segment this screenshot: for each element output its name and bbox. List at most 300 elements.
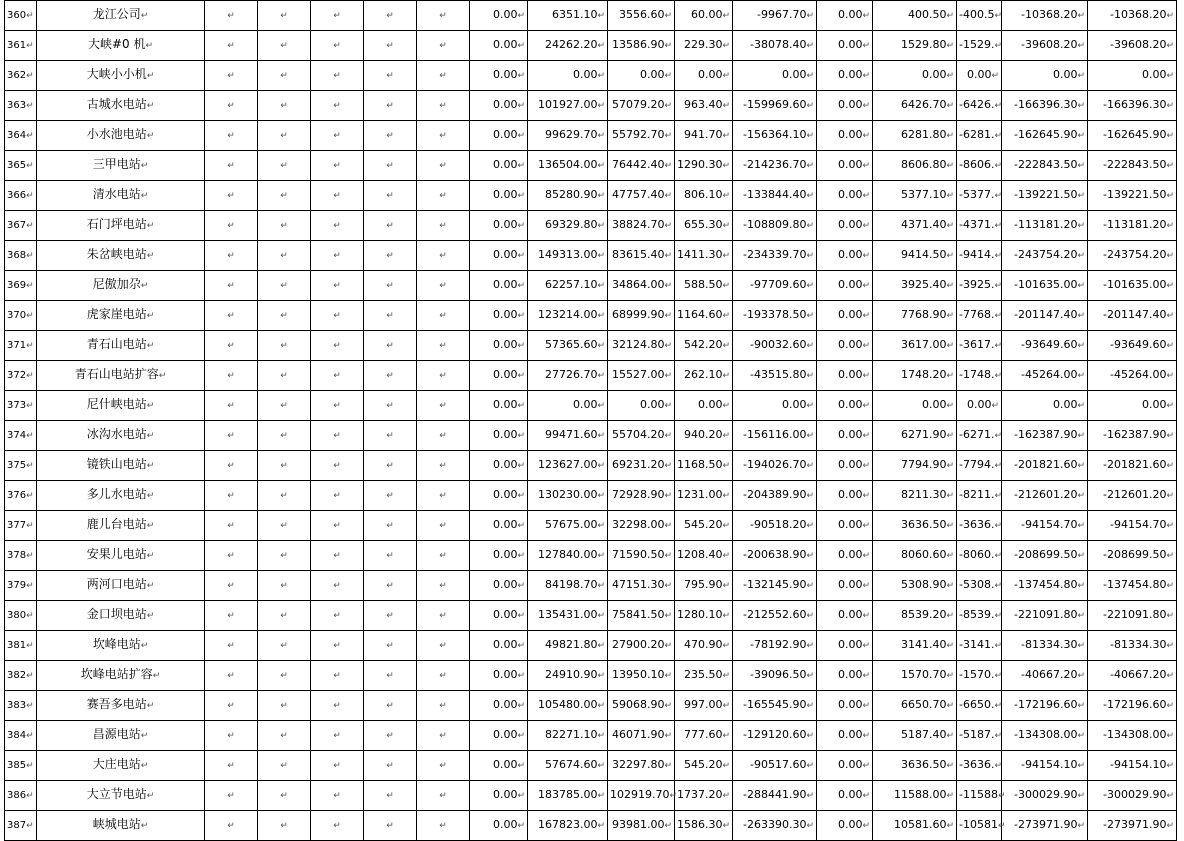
value-cell-c5 [733, 601, 817, 631]
paragraph-mark: ↵ [517, 821, 525, 831]
paragraph-mark: ↵ [1166, 251, 1174, 261]
paragraph-mark: ↵ [386, 671, 394, 681]
cell-value: 57365.60 [544, 338, 598, 351]
station-name: 三甲电站 [92, 157, 141, 171]
station-name-cell [37, 361, 205, 391]
empty-cell [311, 661, 364, 691]
value-cell-c4 [675, 631, 733, 661]
empty-cell [364, 601, 417, 631]
paragraph-mark: ↵ [333, 461, 341, 471]
paragraph-mark: ↵ [146, 131, 155, 141]
cell-value: 15527.00 [611, 368, 665, 381]
cell-value: 0.00 [492, 728, 518, 741]
table-row [5, 211, 1177, 241]
cell-value: -139221.50 [1013, 188, 1078, 201]
row-index [5, 751, 37, 781]
cell-value: -222843.50 [1102, 158, 1167, 171]
value-cell-c7 [873, 61, 957, 91]
paragraph-mark: ↵ [994, 761, 1003, 771]
cell-value: 0.00 [966, 68, 992, 81]
paragraph-mark: ↵ [26, 550, 34, 561]
paragraph-mark: ↵ [333, 341, 341, 351]
station-name-cell [37, 421, 205, 451]
paragraph-mark: ↵ [722, 581, 730, 591]
paragraph-mark: ↵ [597, 761, 605, 771]
cell-value: 0.00 [1141, 68, 1167, 81]
cell-value: 46071.90 [611, 728, 665, 741]
value-cell-c4 [675, 391, 733, 421]
row-index [5, 571, 37, 601]
value-cell-c9 [1002, 541, 1088, 571]
row-index-text: 387 [7, 819, 27, 831]
cell-value: 32298.00 [611, 518, 665, 531]
value-cell-c9 [1002, 631, 1088, 661]
cell-value: -5308. [959, 578, 995, 591]
value-cell-c4 [675, 451, 733, 481]
cell-value: 0.00 [966, 398, 992, 411]
empty-cell [205, 271, 258, 301]
cell-value: -39608.20 [1109, 38, 1167, 51]
paragraph-mark: ↵ [806, 521, 814, 531]
paragraph-mark: ↵ [439, 641, 447, 651]
empty-cell [258, 811, 311, 841]
paragraph-mark: ↵ [722, 671, 730, 681]
paragraph-mark: ↵ [1077, 521, 1085, 531]
value-cell-c3 [608, 601, 675, 631]
value-cell-c5 [733, 541, 817, 571]
cell-value: 0.00 [492, 68, 518, 81]
row-index-text: 371 [7, 339, 27, 351]
value-cell-c6 [817, 391, 873, 421]
paragraph-mark: ↵ [664, 71, 672, 81]
cell-value: 0.00 [921, 398, 947, 411]
table-row [5, 361, 1177, 391]
paragraph-mark: ↵ [806, 191, 814, 201]
cell-value: -8539. [959, 608, 995, 621]
paragraph-mark: ↵ [26, 580, 34, 591]
paragraph-mark: ↵ [386, 641, 394, 651]
paragraph-mark: ↵ [1077, 341, 1085, 351]
cell-value: 0.00 [837, 188, 863, 201]
cell-value: 0.00 [837, 728, 863, 741]
paragraph-mark: ↵ [280, 431, 288, 441]
paragraph-mark: ↵ [862, 521, 870, 531]
cell-value: 0.00 [837, 308, 863, 321]
paragraph-mark: ↵ [439, 371, 447, 381]
value-cell-c4 [675, 691, 733, 721]
value-cell-c4 [675, 121, 733, 151]
value-cell-c10 [1088, 571, 1177, 601]
paragraph-mark: ↵ [386, 311, 394, 321]
station-name-cell [37, 181, 205, 211]
paragraph-mark: ↵ [946, 641, 954, 651]
cell-value: -6281. [959, 128, 995, 141]
cell-value: 105480.00 [537, 698, 598, 711]
paragraph-mark: ↵ [1166, 431, 1174, 441]
value-cell-c1 [470, 661, 528, 691]
value-cell-c6 [817, 271, 873, 301]
paragraph-mark: ↵ [26, 430, 34, 441]
paragraph-mark: ↵ [280, 251, 288, 261]
cell-value: -214236.70 [742, 158, 807, 171]
paragraph-mark: ↵ [862, 821, 870, 831]
cell-value: 0.00 [492, 428, 518, 441]
empty-cell [258, 361, 311, 391]
cell-value: 0.00 [492, 188, 518, 201]
value-cell-c3 [608, 61, 675, 91]
value-cell-c10 [1088, 631, 1177, 661]
value-cell-c8 [957, 691, 1002, 721]
value-cell-c9 [1002, 121, 1088, 151]
paragraph-mark: ↵ [1166, 491, 1174, 501]
value-cell-c6 [817, 91, 873, 121]
value-cell-c4 [675, 481, 733, 511]
cell-value: -43515.80 [749, 368, 807, 381]
paragraph-mark: ↵ [227, 581, 235, 591]
paragraph-mark: ↵ [517, 611, 525, 621]
cell-value: -93649.60 [1109, 338, 1167, 351]
value-cell-c2 [528, 31, 608, 61]
paragraph-mark: ↵ [597, 731, 605, 741]
row-index [5, 631, 37, 661]
station-name: 峡城电站 [92, 817, 141, 831]
value-cell-c6 [817, 721, 873, 751]
cell-value: -8060. [959, 548, 995, 561]
value-cell-c4 [675, 31, 733, 61]
row-index-text: 386 [7, 789, 27, 801]
empty-cell [364, 61, 417, 91]
paragraph-mark: ↵ [333, 761, 341, 771]
empty-cell [258, 751, 311, 781]
paragraph-mark: ↵ [227, 521, 235, 531]
paragraph-mark: ↵ [227, 401, 235, 411]
cell-value: -221091.80 [1102, 608, 1167, 621]
paragraph-mark: ↵ [862, 281, 870, 291]
cell-value: 0.00 [837, 68, 863, 81]
row-index [5, 211, 37, 241]
paragraph-mark: ↵ [439, 431, 447, 441]
paragraph-mark: ↵ [722, 701, 730, 711]
empty-cell [205, 481, 258, 511]
paragraph-mark: ↵ [722, 41, 730, 51]
paragraph-mark: ↵ [227, 491, 235, 501]
cell-value: -172196.60 [1013, 698, 1078, 711]
paragraph-mark: ↵ [1077, 191, 1085, 201]
value-cell-c2 [528, 91, 608, 121]
paragraph-mark: ↵ [997, 821, 1006, 831]
cell-value: -194026.70 [742, 458, 807, 471]
cell-value: 0.00 [837, 338, 863, 351]
paragraph-mark: ↵ [597, 131, 605, 141]
value-cell-c7 [873, 631, 957, 661]
cell-value: 59068.90 [611, 698, 665, 711]
station-name-cell [37, 721, 205, 751]
value-cell-c8 [957, 571, 1002, 601]
paragraph-mark: ↵ [439, 761, 447, 771]
cell-value: 149313.00 [537, 248, 598, 261]
paragraph-mark: ↵ [280, 641, 288, 651]
paragraph-mark: ↵ [994, 311, 1003, 321]
value-cell-c1 [470, 451, 528, 481]
cell-value: -108809.80 [742, 218, 807, 231]
cell-value: 0.00 [837, 218, 863, 231]
cell-value: 235.50 [683, 668, 723, 681]
value-cell-c8 [957, 121, 1002, 151]
paragraph-mark: ↵ [722, 431, 730, 441]
value-cell-c4 [675, 421, 733, 451]
paragraph-mark: ↵ [722, 761, 730, 771]
value-cell-c4 [675, 721, 733, 751]
cell-value: -166396.30 [1013, 98, 1078, 111]
station-name-cell [37, 751, 205, 781]
paragraph-mark: ↵ [517, 161, 525, 171]
paragraph-mark: ↵ [597, 191, 605, 201]
paragraph-mark: ↵ [946, 221, 954, 231]
value-cell-c10 [1088, 91, 1177, 121]
value-cell-c6 [817, 691, 873, 721]
row-index-text: 367 [7, 219, 27, 231]
paragraph-mark: ↵ [280, 311, 288, 321]
station-name-cell [37, 511, 205, 541]
cell-value: 0.00 [697, 398, 723, 411]
paragraph-mark: ↵ [597, 701, 605, 711]
paragraph-mark: ↵ [140, 731, 149, 741]
paragraph-mark: ↵ [597, 161, 605, 171]
empty-cell [311, 91, 364, 121]
empty-cell [311, 541, 364, 571]
paragraph-mark: ↵ [722, 821, 731, 831]
cell-value: -132145.90 [742, 578, 807, 591]
paragraph-mark: ↵ [26, 130, 34, 141]
empty-cell [205, 781, 258, 811]
paragraph-mark: ↵ [862, 11, 870, 21]
cell-value: 47757.40 [611, 188, 665, 201]
paragraph-mark: ↵ [1077, 251, 1085, 261]
paragraph-mark: ↵ [386, 491, 394, 501]
paragraph-mark: ↵ [1077, 131, 1085, 141]
paragraph-mark: ↵ [280, 11, 288, 21]
value-cell-c6 [817, 1, 873, 31]
cell-value: 123214.00 [537, 308, 598, 321]
empty-cell [311, 571, 364, 601]
empty-cell [417, 1, 470, 31]
cell-value: -208699.50 [1102, 548, 1167, 561]
paragraph-mark: ↵ [145, 41, 154, 51]
empty-cell [417, 241, 470, 271]
paragraph-mark: ↵ [664, 551, 672, 561]
value-cell-c8 [957, 751, 1002, 781]
paragraph-mark: ↵ [1166, 461, 1174, 471]
paragraph-mark: ↵ [439, 101, 447, 111]
cell-value: 1411.30 [677, 248, 723, 261]
paragraph-mark: ↵ [1077, 761, 1085, 771]
empty-cell [311, 1, 364, 31]
paragraph-mark: ↵ [862, 221, 870, 231]
cell-value: 0.00 [837, 428, 863, 441]
empty-cell [258, 601, 311, 631]
empty-cell [417, 511, 470, 541]
paragraph-mark: ↵ [333, 731, 341, 741]
value-cell-c2 [528, 451, 608, 481]
value-cell-c10 [1088, 301, 1177, 331]
paragraph-mark: ↵ [1166, 581, 1174, 591]
paragraph-mark: ↵ [517, 551, 525, 561]
cell-value: 0.00 [492, 578, 518, 591]
paragraph-mark: ↵ [722, 11, 730, 21]
cell-value: 0.00 [639, 68, 665, 81]
paragraph-mark: ↵ [597, 311, 605, 321]
value-cell-c1 [470, 151, 528, 181]
empty-cell [364, 511, 417, 541]
paragraph-mark: ↵ [1166, 161, 1174, 171]
paragraph-mark: ↵ [386, 551, 394, 561]
paragraph-mark: ↵ [517, 131, 525, 141]
cell-value: -3141. [959, 638, 995, 651]
row-index [5, 511, 37, 541]
station-name-cell [37, 271, 205, 301]
value-cell-c1 [470, 601, 528, 631]
paragraph-mark: ↵ [26, 220, 34, 231]
value-cell-c7 [873, 751, 957, 781]
row-index [5, 181, 37, 211]
paragraph-mark: ↵ [722, 101, 730, 111]
empty-cell [258, 301, 311, 331]
value-cell-c4 [675, 271, 733, 301]
paragraph-mark: ↵ [386, 611, 394, 621]
table-row [5, 271, 1177, 301]
cell-value: 806.10 [683, 188, 723, 201]
paragraph-mark: ↵ [386, 161, 394, 171]
cell-value: -90517.60 [749, 758, 807, 771]
paragraph-mark: ↵ [333, 491, 341, 501]
value-cell-c2 [528, 391, 608, 421]
value-cell-c8 [957, 721, 1002, 751]
value-cell-c5 [733, 511, 817, 541]
row-index [5, 781, 37, 811]
cell-value: -8211. [959, 488, 995, 501]
cell-value: 0.00 [837, 788, 863, 801]
paragraph-mark: ↵ [386, 71, 394, 81]
paragraph-mark: ↵ [722, 641, 730, 651]
cell-value: -94154.10 [1109, 758, 1167, 771]
cell-value: 400.50 [907, 8, 947, 21]
cell-value: -101635.00 [1102, 278, 1167, 291]
value-cell-c10 [1088, 331, 1177, 361]
paragraph-mark: ↵ [1077, 701, 1085, 711]
empty-cell [417, 631, 470, 661]
cell-value: 1570.70 [900, 668, 947, 681]
value-cell-c3 [608, 271, 675, 301]
value-cell-c5 [733, 241, 817, 271]
cell-value: 27900.20 [611, 638, 665, 651]
empty-cell [364, 781, 417, 811]
empty-cell [205, 121, 258, 151]
value-cell-c5 [733, 481, 817, 511]
row-index-text: 385 [7, 759, 27, 771]
cell-value: -11588 [959, 788, 998, 801]
paragraph-mark: ↵ [386, 791, 394, 801]
paragraph-mark: ↵ [1077, 11, 1085, 21]
paragraph-mark: ↵ [26, 250, 34, 261]
value-cell-c3 [608, 121, 675, 151]
cell-value: 183785.00 [537, 788, 598, 801]
cell-value: -200638.90 [742, 548, 807, 561]
value-cell-c5 [733, 631, 817, 661]
value-cell-c4 [675, 751, 733, 781]
paragraph-mark: ↵ [227, 551, 235, 561]
paragraph-mark: ↵ [333, 101, 341, 111]
paragraph-mark: ↵ [26, 760, 34, 771]
cell-value: 47151.30 [611, 578, 665, 591]
paragraph-mark: ↵ [722, 341, 730, 351]
value-cell-c6 [817, 61, 873, 91]
empty-cell [364, 151, 417, 181]
cell-value: -1748. [959, 368, 995, 381]
paragraph-mark: ↵ [664, 641, 672, 651]
value-cell-c1 [470, 571, 528, 601]
value-cell-c5 [733, 661, 817, 691]
empty-cell [364, 691, 417, 721]
station-name-cell [37, 781, 205, 811]
cell-value: 588.50 [683, 278, 723, 291]
empty-cell [364, 31, 417, 61]
empty-cell [364, 301, 417, 331]
value-cell-c5 [733, 781, 817, 811]
cell-value: -9967.70 [756, 8, 807, 21]
paragraph-mark: ↵ [806, 581, 814, 591]
paragraph-mark: ↵ [517, 281, 525, 291]
value-cell-c2 [528, 631, 608, 661]
paragraph-mark: ↵ [439, 11, 447, 21]
value-cell-c7 [873, 391, 957, 421]
empty-cell [417, 781, 470, 811]
paragraph-mark: ↵ [280, 71, 288, 81]
empty-cell [205, 61, 258, 91]
row-index [5, 121, 37, 151]
empty-cell [417, 421, 470, 451]
paragraph-mark: ↵ [280, 701, 288, 711]
cell-value: 6281.80 [900, 128, 947, 141]
paragraph-mark: ↵ [722, 311, 731, 321]
value-cell-c3 [608, 181, 675, 211]
value-cell-c3 [608, 811, 675, 841]
value-cell-c10 [1088, 271, 1177, 301]
paragraph-mark: ↵ [862, 311, 870, 321]
row-index [5, 691, 37, 721]
cell-value: -81334.30 [1020, 638, 1078, 651]
cell-value: -38078.40 [749, 38, 807, 51]
empty-cell [258, 31, 311, 61]
value-cell-c6 [817, 631, 873, 661]
paragraph-mark: ↵ [517, 251, 525, 261]
paragraph-mark: ↵ [946, 281, 954, 291]
paragraph-mark: ↵ [1166, 761, 1174, 771]
paragraph-mark: ↵ [333, 401, 341, 411]
value-cell-c10 [1088, 751, 1177, 781]
value-cell-c1 [470, 691, 528, 721]
paragraph-mark: ↵ [333, 521, 341, 531]
cell-value: 0.00 [837, 488, 863, 501]
value-cell-c1 [470, 511, 528, 541]
cell-value: -6650. [959, 698, 995, 711]
paragraph-mark: ↵ [26, 40, 34, 51]
paragraph-mark: ↵ [439, 221, 447, 231]
empty-cell [311, 451, 364, 481]
paragraph-mark: ↵ [386, 371, 394, 381]
value-cell-c6 [817, 421, 873, 451]
paragraph-mark: ↵ [333, 551, 341, 561]
cell-value: -162387.90 [1102, 428, 1167, 441]
